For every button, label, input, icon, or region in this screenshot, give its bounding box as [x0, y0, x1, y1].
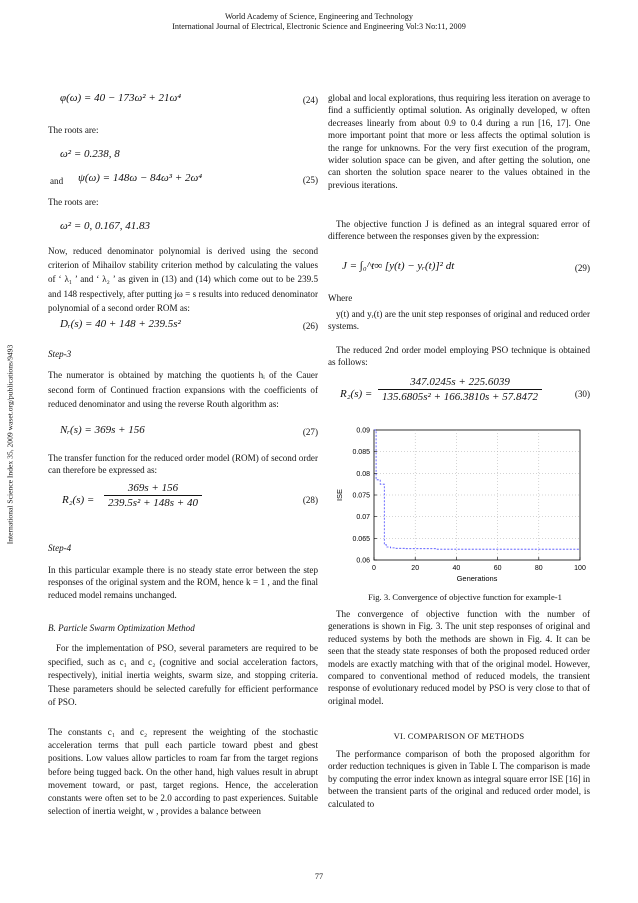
equation-30-numerator: 347.0245s + 225.6039	[378, 376, 542, 390]
paragraph-unit-step: y(t) and yᵣ(t) are the unit step responses of original and reduced order systems.	[328, 309, 590, 332]
equation-26	[48, 318, 318, 336]
paragraph-steady-state: In this particular example there is no steady state error between the step responses of the original system and the ROM, hence k = 1 , and the final reduced model remains unchanged.	[48, 565, 318, 600]
journal-volume: International Journal of Electrical, Electronic Science and Engineering Vol:3 No:11, 2009	[172, 22, 466, 31]
equation-26-expr: Dᵣ(s) = 40 + 148 + 239.5s²	[60, 318, 181, 330]
paragraph-convergence: The convergence of objective function with the number of generations is shown in Fig. 3. The unit step responses of original and reduced systems by both the methods are shown in Fig. 4. It can be seen that the steady state responses of both the proposed reduced order models are exactly matching with that of the original model. However, compared to conventional method of reduced models, the transient response of evolutionary reduced model by PSO is very close to that of original model.	[328, 609, 590, 706]
x-tick-label: 80	[534, 565, 543, 572]
x-tick-label: 20	[411, 565, 420, 572]
equation-28-denominator: 239.5s² + 148s + 40	[108, 497, 198, 510]
equation-28	[48, 482, 318, 522]
y-tick-label: 0.06	[356, 557, 370, 565]
y-tick-label: 0.09	[356, 427, 370, 435]
paragraph-comparison: The performance comparison of both the proposed algorithm for order reduction techniques is given in Table I. The comparison is made by computing the error index known as integral square error ISE [16] in between the transient parts of the original and reduced order model, is calculated to	[328, 749, 590, 809]
equation-28-fraction	[104, 482, 202, 510]
convergence-chart	[330, 422, 592, 592]
x-tick-label: 60	[493, 565, 502, 572]
paragraph-pso-constants: The constants c₁ and c₂ represent the weighting of the stochastic acceleration terms that pull each particle toward pbest and gbest positions. Low values allow particles to roam far from the target regions before being tugged back. On the other hand, high values result in abrupt movement toward, or past, target regions. Hence, the acceleration constants were often set to be 2.0 according to past experiences. Suitable selection of inertia weight, w , provides a balance between	[48, 727, 318, 817]
equation-27	[48, 424, 318, 442]
equation-29	[328, 260, 590, 278]
x-tick-label: 40	[452, 565, 461, 572]
paragraph-numerator: The numerator is obtained by matching the quotients hᵢ of the Cauer second form of Continued fraction expansions with the coefficients of reduced denominator and using the reverse Routh algorithm as:	[48, 370, 318, 410]
y-tick-label: 0.065	[352, 535, 370, 543]
y-axis-label: ISE	[335, 488, 344, 502]
where-label: Where	[328, 293, 353, 303]
paragraph-reduced-model: The reduced 2nd order model employing PSO technique is obtained as follows:	[328, 345, 590, 368]
roots-label-1: The roots are:	[48, 125, 99, 135]
equation-29-number: (29)	[574, 263, 590, 273]
equation-26-number: (26)	[302, 321, 318, 331]
page-number: 77	[314, 872, 324, 881]
equation-24-expr: φ(ω) = 40 − 173ω² + 21ω⁴	[60, 92, 182, 104]
x-tick-label: 0	[372, 565, 376, 572]
equation-30-lhs: R₂(s) =	[340, 388, 373, 400]
equation-28-lhs: R₂(s) =	[62, 494, 95, 506]
x-axis-label: Generations	[456, 574, 498, 583]
roots-label-2: The roots are:	[48, 197, 99, 207]
equation-25-expr: ψ(ω) = 148ω − 84ω³ + 2ω⁴	[78, 172, 203, 184]
journal-name: World Academy of Science, Engineering and Technology	[224, 12, 413, 21]
equation-25-and: and	[50, 176, 64, 186]
equation-30-number: (30)	[574, 389, 590, 399]
step-4-heading: Step-4	[48, 543, 72, 553]
y-tick-label: 0.085	[352, 449, 370, 457]
y-tick-label: 0.07	[356, 514, 370, 522]
paragraph-mihailov: Now, reduced denominator polynomial is derived using the second criterion of Mihailov stability criterion method by calculating the values of ‘ λ₁ ’ and ‘ λ₂ ’ as given in (13) and (14) which come out to be 239.5 and 148 respectively, after putting jω = s results into reduced denominator polynomial of a second order ROM as:	[48, 246, 318, 313]
paragraph-pso-params: For the implementation of PSO, several parameters are required to be specified, such as c₁ and c₂ (cognitive and social acceleration factors, respectively), initial inertia weights, swarm size, and stopping criteria. These parameters should be selected carefully for efficient performance of PSO.	[48, 643, 318, 708]
section-vi-heading: VI. COMPARISON OF METHODS	[393, 731, 525, 741]
y-tick-label: 0.08	[356, 470, 370, 478]
figure-3-caption: Fig. 3. Convergence of objective function for example-1	[368, 592, 562, 602]
paragraph-transfer-function: The transfer function for the reduced order model (ROM) of second order can therefore be expressed as:	[48, 453, 318, 476]
equation-27-expr: Nᵣ(s) = 369s + 156	[60, 424, 145, 436]
equation-30-fraction	[378, 376, 542, 404]
equation-29-expr: J = ∫₀^t∞ [y(t) − yᵣ(t)]² dt	[342, 260, 455, 272]
equation-24	[48, 92, 318, 110]
roots-2: ω² = 0, 0.167, 41.83	[60, 220, 150, 232]
roots-1: ω² = 0.238, 8	[60, 148, 120, 160]
section-b-heading: B. Particle Swarm Optimization Method	[48, 623, 195, 633]
equation-27-number: (27)	[302, 427, 318, 437]
equation-30	[328, 376, 590, 416]
left-column	[48, 80, 318, 870]
paragraph-objective: The objective function J is defined as an integral squared error of difference between the responses given by the expression:	[328, 219, 590, 242]
paragraph-exploration: global and local explorations, thus requiring less iteration on average to find a sufficiently optimal solution. As originally developed, w often decreases linearly from about 0.9 to 0.4 during a run [16, 17]. One more important point that more or less affects the optimal solution is the range for unknowns. For the very first execution of the program, wider solution space can be given, and after getting the solution, one can shorten the solution space nearer to the values obtained in the previous iterations.	[328, 93, 590, 190]
step-3-heading: Step-3	[48, 349, 72, 359]
x-tick-label: 100	[574, 565, 586, 572]
y-tick-label: 0.075	[352, 492, 370, 500]
right-column-lower	[328, 606, 590, 876]
equation-30-denominator: 135.6805s² + 166.3810s + 57.8472	[382, 391, 538, 404]
equation-28-numerator: 369s + 156	[104, 482, 202, 496]
equation-28-number: (28)	[302, 495, 318, 505]
equation-25-number: (25)	[302, 175, 318, 185]
equation-24-number: (24)	[302, 95, 318, 105]
side-watermark: International Science Index 35, 2009 waset.org/publications/9493	[5, 344, 15, 545]
equation-25	[48, 172, 318, 190]
